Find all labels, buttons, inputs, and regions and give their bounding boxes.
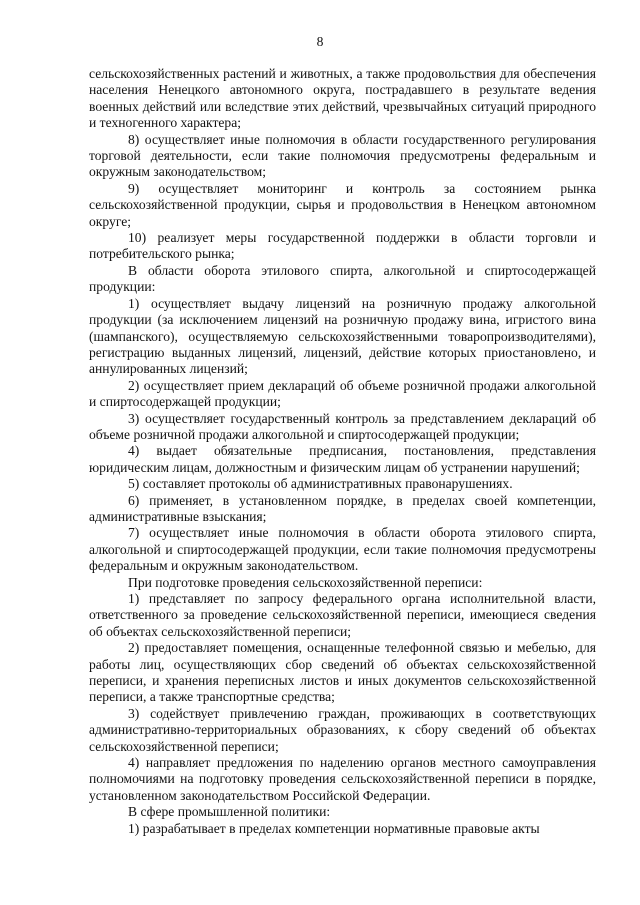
paragraph: 5) составляет протоколы об административных правонарушениях.: [128, 476, 513, 492]
paragraph: 6) применяет, в установленном порядке, в пределах своей компетенции, административные взыскания;: [89, 492, 596, 524]
paragraph: 3) содействует привлечению граждан, проживающих в соответствующих административно-территориальных образованиях, к сбору сведений об объектах сельскохозяйственной переписи;: [89, 705, 596, 754]
paragraph: 3) осуществляет государственный контроль за представлением деклараций об объеме розничной продажи алкогольной и спиртосодержащей продукции;: [89, 410, 596, 442]
paragraph: 2) осуществляет прием деклараций об объеме розничной продажи алкогольной и спиртосодержащей продукции;: [89, 377, 596, 410]
paragraph: В сфере промышленной политики:: [128, 804, 331, 820]
paragraph: 7) осуществляет иные полномочия в области оборота этилового спирта, алкогольной и спиртосодержащей продукции, если такие полномочия предусмотрены федеральным и окружным законодательством.: [89, 525, 596, 574]
paragraph: 4) выдает обязательные предписания, постановления, представления юридическим лицам, должностным и физическим лицам об устранении нарушений;: [89, 443, 596, 475]
paragraph: 9) осуществляет мониторинг и контроль за состоянием рынка сельскохозяйственной продукции, сырья и продовольствия в Ненецком автономном округе;: [89, 180, 596, 229]
paragraph: 1) осуществляет выдачу лицензий на розничную продажу алкогольной продукции (за исключением лицензий на розничную продажу вина, игристого вина (шампанского), осуществляемую сельскохозяйственными товаропроизводителями), регистрацию выданных лицензий, лицензий, действие которых приостановлено, и аннулированных лицензий;: [89, 295, 596, 377]
paragraph: 4) направляет предложения по наделению органов местного самоуправления полномочиями на подготовку проведения сельскохозяйственной переписи в порядке, установленном законодательством Российской Федерации.: [89, 755, 596, 803]
paragraph: 8) осуществляет иные полномочия в области государственного регулирования торговой деятельности, если такие полномочия предусмотрены федеральным и окружным законодательством;: [89, 131, 596, 180]
document-body: [89, 66, 596, 837]
paragraph: В области оборота этилового спирта, алкогольной и спиртосодержащей продукции:: [89, 262, 596, 295]
paragraph: сельскохозяйственных растений и животных, а также продовольствия для обеспечения населения Ненецкого автономного округа, пострадавшего в результате ведения военных действий или вследствие этих действий, чрезвычайных ситуаций природного и техногенного характера;: [89, 66, 596, 131]
paragraph: 10) реализует меры государственной поддержки в области торговли и потребительского рынка;: [89, 230, 596, 262]
paragraph: 2) предоставляет помещения, оснащенные телефонной связью и мебелью, для работы лиц, осуществляющих сбор сведений об объектах сельскохозяйственной переписи, и хранения переписных листов и иных документов сельскохозяйственной переписи, а также транспортные средства;: [89, 640, 596, 705]
paragraph: 1) разрабатывает в пределах компетенции нормативные правовые акты: [128, 820, 540, 836]
page-number: 8: [316, 34, 324, 49]
paragraph: 1) представляет по запросу федерального органа исполнительной власти, ответственного за проведение сельскохозяйственной переписи, имеющиеся сведения об объектах сельскохозяйственной переписи;: [89, 591, 596, 639]
paragraph: При подготовке проведения сельскохозяйственной переписи:: [128, 574, 483, 590]
